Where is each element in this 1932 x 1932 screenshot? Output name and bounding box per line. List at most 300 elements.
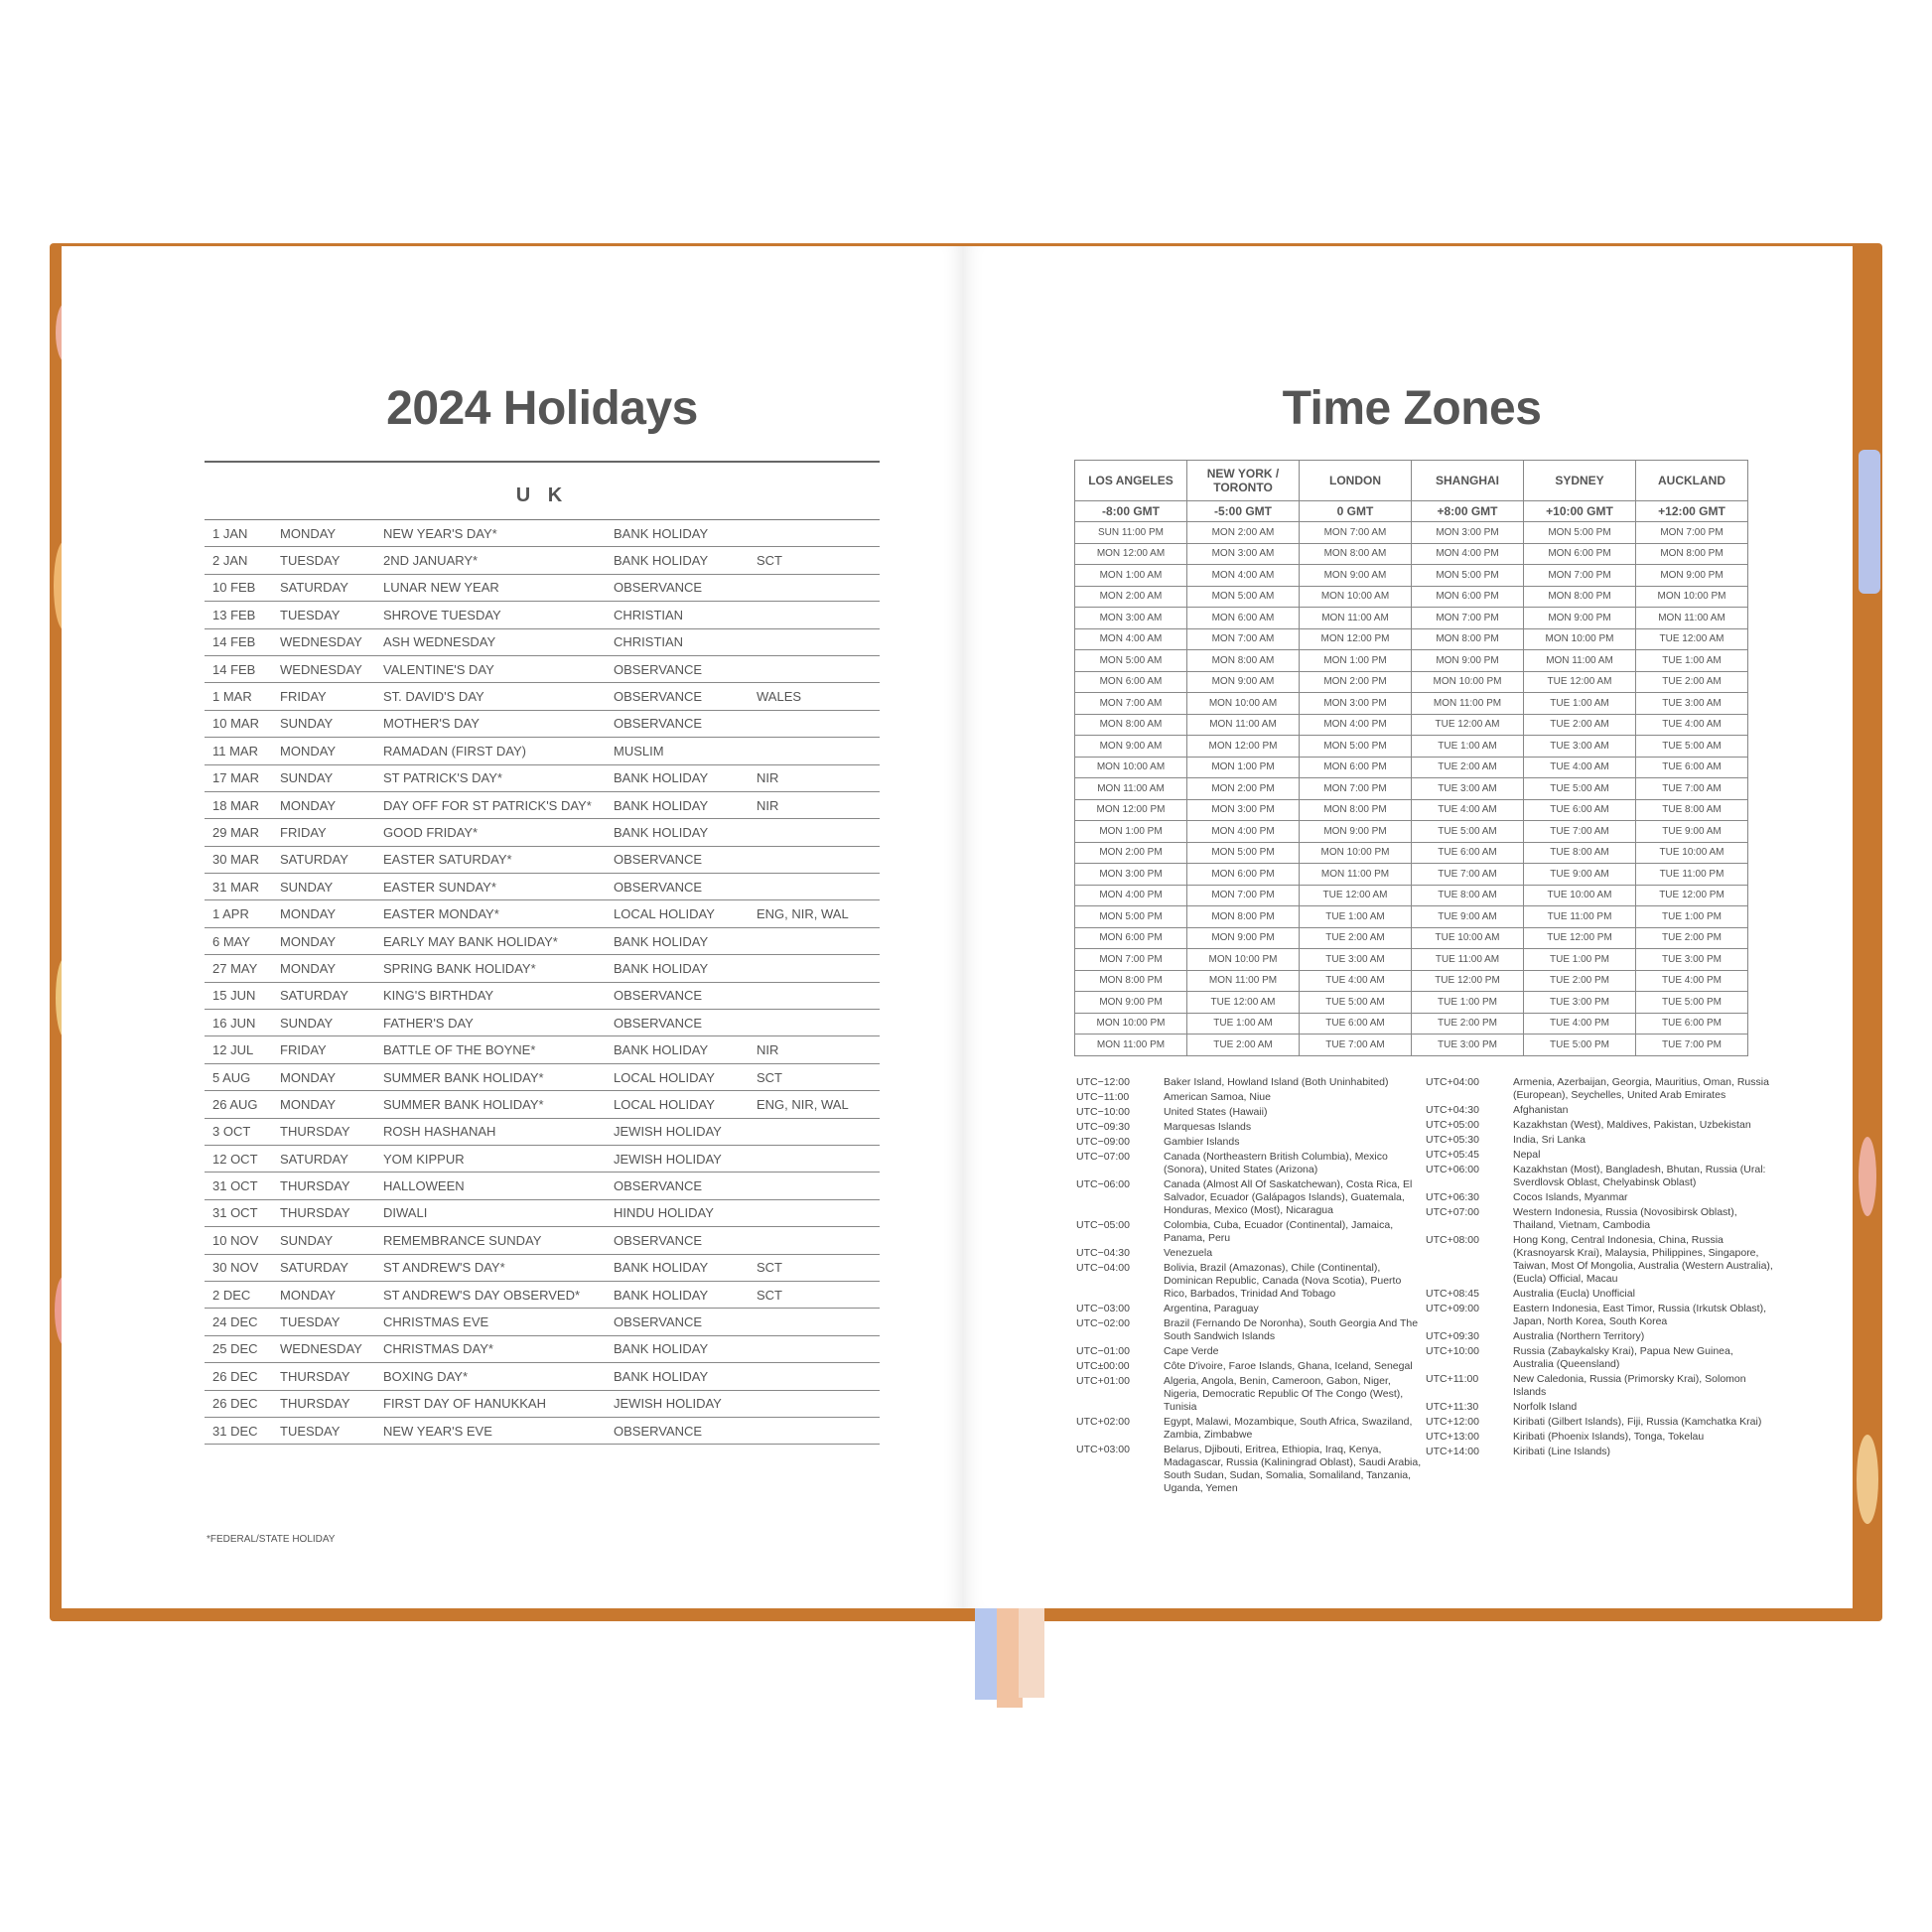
holiday-type: LOCAL HOLIDAY [614,1096,715,1112]
holiday-type: HINDU HOLIDAY [614,1205,714,1221]
holiday-weekday: SUNDAY [280,879,334,895]
holiday-date: 17 MAR [212,770,259,786]
holiday-type: JEWISH HOLIDAY [614,1396,722,1412]
holiday-type: MUSLIM [614,743,664,759]
time-cell: MON 9:00 AM [1300,565,1412,587]
floral-pattern [1857,1435,1878,1524]
time-cell: TUE 10:00 AM [1524,885,1636,906]
page-title: 2024 Holidays [386,382,698,435]
time-cell: MON 10:00 PM [1412,671,1524,693]
list-item [1426,1416,1773,1429]
gmt-offset: -8:00 GMT [1075,501,1187,522]
holiday-weekday: TUESDAY [280,1314,341,1330]
time-cell: TUE 12:00 AM [1412,714,1524,736]
time-cell: MON 3:00 PM [1412,522,1524,544]
list-item [1426,1446,1773,1458]
time-cell: TUE 12:00 PM [1524,927,1636,949]
holiday-weekday: SUNDAY [280,1232,334,1248]
time-cell: TUE 2:00 AM [1300,927,1412,949]
utc-offset: UTC+04:00 [1426,1076,1479,1088]
time-cell: MON 3:00 PM [1075,864,1187,886]
time-cell: TUE 1:00 AM [1636,650,1748,672]
holiday-date: 30 NOV [212,1260,259,1276]
utc-offset: UTC−04:30 [1076,1247,1130,1259]
utc-offset: UTC+08:00 [1426,1234,1479,1246]
holiday-type: OBSERVANCE [614,1015,703,1031]
table-row [205,1336,880,1363]
list-item [1076,1317,1424,1343]
holiday-type: BANK HOLIDAY [614,553,709,569]
holiday-date: 3 OCT [212,1124,251,1140]
list-item [1076,1091,1424,1104]
holiday-region: SCT [757,553,782,569]
utc-regions: Kazakhstan (West), Maldives, Pakistan, Uzbekistan [1513,1119,1751,1131]
time-cell: MON 5:00 PM [1412,565,1524,587]
holiday-name: RAMADAN (FIRST DAY) [383,743,526,759]
table-row [205,1391,880,1418]
time-cell: MON 1:00 AM [1075,565,1187,587]
utc-offset: UTC−06:00 [1076,1178,1130,1190]
holiday-date: 29 MAR [212,824,259,840]
holiday-weekday: THURSDAY [280,1124,350,1140]
time-cell: TUE 5:00 PM [1636,992,1748,1014]
time-cell: MON 2:00 PM [1187,778,1300,800]
table-row [1075,842,1748,864]
list-item [1426,1373,1773,1399]
time-cell: MON 9:00 PM [1412,650,1524,672]
utc-list-left [1076,1076,1424,1497]
holiday-name: HALLOWEEN [383,1178,465,1194]
time-cell: MON 9:00 PM [1636,565,1748,587]
holiday-type: LOCAL HOLIDAY [614,1069,715,1085]
time-cell: TUE 12:00 AM [1300,885,1412,906]
gmt-offset: +8:00 GMT [1412,501,1524,522]
time-cell: TUE 2:00 AM [1187,1035,1300,1056]
list-item [1426,1149,1773,1162]
holidays-table [205,461,880,1445]
time-cell: MON 8:00 PM [1524,586,1636,608]
time-cell: TUE 3:00 AM [1300,949,1412,971]
holiday-name: BATTLE OF THE BOYNE* [383,1042,536,1058]
holiday-weekday: WEDNESDAY [280,661,362,677]
time-cell: MON 10:00 AM [1075,757,1187,778]
time-cell: TUE 4:00 AM [1636,714,1748,736]
list-item [1076,1106,1424,1119]
table-row [205,765,880,792]
city-header: LOS ANGELES [1075,461,1187,501]
utc-offset: UTC−02:00 [1076,1317,1130,1329]
holiday-name: MOTHER'S DAY [383,716,480,732]
gmt-offset: +12:00 GMT [1636,501,1748,522]
holiday-type: BANK HOLIDAY [614,525,709,541]
table-row [1075,949,1748,971]
table-row [205,1010,880,1036]
time-cell: TUE 3:00 PM [1412,1035,1524,1056]
table-row [205,547,880,574]
utc-regions: Hong Kong, Central Indonesia, China, Russia (Krasnoyarsk Krai), Malaysia, Philippines, Singapore, Taiwan, Most Of Mongolia, Australia (Western Australia), (Eucla) Official, Macau [1513,1234,1773,1285]
city-header: NEW YORK / TORONTO [1187,461,1300,501]
time-cell: TUE 2:00 PM [1412,1013,1524,1035]
holiday-name: DIWALI [383,1205,428,1221]
time-cell: TUE 9:00 AM [1524,864,1636,886]
time-cell: TUE 1:00 AM [1524,693,1636,715]
holiday-type: OBSERVANCE [614,661,703,677]
time-cell: TUE 12:00 AM [1636,628,1748,650]
holiday-type: JEWISH HOLIDAY [614,1124,722,1140]
holiday-weekday: MONDAY [280,960,337,976]
holiday-date: 27 MAY [212,960,258,976]
time-cell: MON 6:00 PM [1187,864,1300,886]
utc-offset: UTC−01:00 [1076,1345,1130,1357]
holiday-weekday: MONDAY [280,1096,337,1112]
city-header: AUCKLAND [1636,461,1748,501]
time-cell: TUE 1:00 AM [1412,736,1524,758]
holiday-name: 2ND JANUARY* [383,553,479,569]
table-row [205,1064,880,1091]
time-cell: MON 4:00 PM [1300,714,1412,736]
holiday-date: 15 JUN [212,988,256,1004]
holiday-weekday: MONDAY [280,1069,337,1085]
time-cell: MON 4:00 PM [1075,885,1187,906]
time-cell: TUE 8:00 AM [1524,842,1636,864]
holiday-type: OBSERVANCE [614,852,703,868]
time-cell: MON 3:00 PM [1300,693,1412,715]
time-cell: MON 6:00 AM [1187,608,1300,629]
time-cell: TUE 5:00 PM [1524,1035,1636,1056]
utc-offset: UTC+13:00 [1426,1431,1479,1443]
gmt-offset: +10:00 GMT [1524,501,1636,522]
table-row [205,819,880,846]
holiday-date: 10 MAR [212,716,259,732]
holiday-type: BANK HOLIDAY [614,797,709,813]
time-cell: TUE 1:00 PM [1636,906,1748,928]
table-row [1075,757,1748,778]
time-cell: MON 5:00 PM [1300,736,1412,758]
holiday-region: SCT [757,1069,782,1085]
table-row [1075,1013,1748,1035]
time-cell: MON 4:00 PM [1187,821,1300,843]
table-row [205,711,880,738]
time-cell: MON 6:00 PM [1075,927,1187,949]
country-heading: U K [205,463,880,520]
time-cell: TUE 1:00 PM [1524,949,1636,971]
list-item [1426,1345,1773,1371]
utc-regions: American Samoa, Niue [1164,1091,1271,1103]
time-cell: MON 2:00 AM [1187,522,1300,544]
holiday-name: SUMMER BANK HOLIDAY* [383,1069,544,1085]
utc-offset: UTC−05:00 [1076,1219,1130,1231]
utc-regions: Venezuela [1164,1247,1213,1259]
utc-regions: Kazakhstan (Most), Bangladesh, Bhutan, Russia (Ural: Sverdlovsk Oblast, Chelyabinsk Oblast) [1513,1164,1766,1188]
page-title: Time Zones [1282,382,1542,435]
time-cell: MON 5:00 PM [1075,906,1187,928]
utc-regions: Russia (Zabaykalsky Krai), Papua New Guinea, Australia (Queensland) [1513,1345,1733,1370]
list-item [1076,1247,1424,1260]
holiday-name: EARLY MAY BANK HOLIDAY* [383,933,558,949]
table-row [205,792,880,819]
list-item [1076,1178,1424,1217]
list-item [1076,1219,1424,1245]
time-cell: MON 11:00 AM [1187,714,1300,736]
time-cell: MON 11:00 AM [1524,650,1636,672]
table-row [205,928,880,955]
holiday-weekday: SATURDAY [280,852,348,868]
table-row [205,874,880,900]
utc-offset: UTC−03:00 [1076,1303,1130,1314]
holiday-name: NEW YEAR'S EVE [383,1423,492,1439]
holiday-region: ENG, NIR, WAL [757,906,849,922]
table-row [1075,778,1748,800]
holiday-date: 1 JAN [212,525,248,541]
time-cell: TUE 7:00 AM [1412,864,1524,886]
list-item [1076,1151,1424,1176]
time-cell: TUE 7:00 AM [1300,1035,1412,1056]
list-item [1426,1076,1773,1102]
time-cell: MON 8:00 PM [1187,906,1300,928]
time-cell: TUE 3:00 PM [1524,992,1636,1014]
holiday-name: ST. DAVID'S DAY [383,689,484,705]
time-cell: MON 9:00 PM [1300,821,1412,843]
time-cell: TUE 6:00 AM [1300,1013,1412,1035]
holiday-weekday: MONDAY [280,1287,337,1303]
holiday-date: 26 DEC [212,1368,258,1384]
holiday-date: 12 OCT [212,1151,258,1167]
utc-regions: Bolivia, Brazil (Amazonas), Chile (Continental), Dominican Republic, Canada (Nova Scotia), Puerto Rico, Barbados, Trinidad And Tobago [1164,1262,1402,1300]
time-cell: MON 9:00 PM [1075,992,1187,1014]
utc-regions: Nepal [1513,1149,1541,1161]
holiday-date: 10 FEB [212,580,256,596]
time-cell: TUE 11:00 AM [1412,949,1524,971]
time-cell: TUE 6:00 AM [1412,842,1524,864]
time-cell: TUE 7:00 PM [1636,1035,1748,1056]
time-cell: TUE 8:00 AM [1636,799,1748,821]
time-cell: MON 4:00 AM [1075,628,1187,650]
utc-regions: Belarus, Djibouti, Eritrea, Ethiopia, Iraq, Kenya, Madagascar, Russia (Kaliningrad Oblast), Saudi Arabia, South Sudan, Sudan, Somalia, Somaliland, Tanzania, Uganda, Yemen [1164,1444,1422,1494]
table-row [205,1309,880,1335]
table-row [205,683,880,710]
holiday-type: OBSERVANCE [614,1232,703,1248]
table-row [1075,864,1748,886]
holiday-weekday: SUNDAY [280,1015,334,1031]
utc-offset: UTC+09:30 [1426,1330,1479,1342]
time-cell: TUE 3:00 AM [1636,693,1748,715]
time-cell: MON 10:00 PM [1524,628,1636,650]
utc-regions: Australia (Northern Territory) [1513,1330,1645,1342]
utc-regions: Brazil (Fernando De Noronha), South Georgia And The South Sandwich Islands [1164,1317,1419,1342]
table-row [1075,586,1748,608]
table-row [1075,714,1748,736]
utc-offset: UTC+08:45 [1426,1288,1479,1300]
elastic-pen-loop [1859,450,1880,594]
list-item [1426,1288,1773,1301]
time-cell: MON 7:00 AM [1075,693,1187,715]
time-cell: TUE 12:00 PM [1412,970,1524,992]
holiday-name: LUNAR NEW YEAR [383,580,499,596]
utc-regions: Canada (Almost All Of Saskatchewan), Costa Rica, El Salvador, Ecuador (Galápagos Islands), Guatemala, Honduras, Mexico (Most), Nicaragua [1164,1178,1413,1216]
holiday-name: ST PATRICK'S DAY* [383,770,502,786]
holiday-type: OBSERVANCE [614,716,703,732]
time-cell: TUE 4:00 AM [1524,757,1636,778]
holiday-weekday: SATURDAY [280,988,348,1004]
holiday-name: KING'S BIRTHDAY [383,988,494,1004]
utc-offset: UTC+04:30 [1426,1104,1479,1116]
holiday-weekday: WEDNESDAY [280,1341,362,1357]
holiday-name: EASTER SUNDAY* [383,879,496,895]
holiday-name: EASTER MONDAY* [383,906,499,922]
table-row [205,738,880,764]
list-item [1426,1164,1773,1189]
holiday-date: 26 AUG [212,1096,258,1112]
holiday-type: OBSERVANCE [614,1178,703,1194]
table-row [1075,1035,1748,1056]
holiday-type: OBSERVANCE [614,988,703,1004]
table-row [205,1200,880,1227]
holiday-name: SHROVE TUESDAY [383,607,501,622]
utc-offset: UTC−09:00 [1076,1136,1130,1148]
time-cell: MON 2:00 PM [1300,671,1412,693]
holiday-type: OBSERVANCE [614,1423,703,1439]
table-row [205,955,880,982]
time-cell: MON 3:00 AM [1075,608,1187,629]
time-cell: MON 3:00 PM [1187,799,1300,821]
holiday-type: BANK HOLIDAY [614,1260,709,1276]
time-cell: MON 11:00 PM [1412,693,1524,715]
utc-offset: UTC+06:30 [1426,1191,1479,1203]
time-cell: MON 9:00 PM [1187,927,1300,949]
holiday-type: CHRISTIAN [614,607,684,622]
utc-regions: Cape Verde [1164,1345,1219,1357]
holiday-date: 31 OCT [212,1178,258,1194]
holiday-date: 18 MAR [212,797,259,813]
time-cell: MON 7:00 PM [1412,608,1524,629]
utc-list-right [1426,1076,1773,1460]
holiday-weekday: TUESDAY [280,1423,341,1439]
utc-regions: Kiribati (Phoenix Islands), Tonga, Tokelau [1513,1431,1705,1443]
time-cell: TUE 8:00 AM [1412,885,1524,906]
list-item [1076,1416,1424,1442]
time-cell: TUE 3:00 PM [1636,949,1748,971]
time-cell: MON 10:00 AM [1300,586,1412,608]
table-row [1075,970,1748,992]
time-cell: MON 1:00 PM [1300,650,1412,672]
time-cell: MON 12:00 PM [1300,628,1412,650]
holiday-weekday: MONDAY [280,933,337,949]
time-cell: MON 11:00 AM [1075,778,1187,800]
time-cell: TUE 12:00 PM [1636,885,1748,906]
table-row [205,575,880,602]
time-cell: MON 6:00 AM [1075,671,1187,693]
time-cell: TUE 5:00 AM [1300,992,1412,1014]
list-item [1426,1104,1773,1117]
holiday-weekday: TUESDAY [280,607,341,622]
table-row [205,1255,880,1282]
table-row [1075,565,1748,587]
holiday-type: LOCAL HOLIDAY [614,906,715,922]
time-cell: TUE 3:00 AM [1412,778,1524,800]
time-cell: MON 7:00 AM [1300,522,1412,544]
table-row [1075,522,1748,544]
utc-offset: UTC±00:00 [1076,1360,1130,1372]
time-cell: TUE 2:00 PM [1636,927,1748,949]
utc-regions: Armenia, Azerbaijan, Georgia, Mauritius, Oman, Russia (European), Seychelles, United Arab Emirates [1513,1076,1769,1101]
utc-regions: Afghanistan [1513,1104,1569,1116]
time-cell: MON 2:00 AM [1075,586,1187,608]
utc-regions: Côte D'ivoire, Faroe Islands, Ghana, Iceland, Senegal [1164,1360,1413,1372]
table-row [205,602,880,628]
gmt-offset: 0 GMT [1300,501,1412,522]
table-row [1075,628,1748,650]
holiday-weekday: THURSDAY [280,1178,350,1194]
time-cell: MON 12:00 PM [1187,736,1300,758]
holiday-region: WALES [757,689,802,705]
utc-regions: Kiribati (Line Islands) [1513,1446,1611,1457]
table-row [205,1418,880,1445]
holiday-date: 24 DEC [212,1314,258,1330]
holiday-region: NIR [757,770,779,786]
footnote: *FEDERAL/STATE HOLIDAY [207,1534,336,1545]
time-cell: MON 3:00 AM [1187,543,1300,565]
time-cell: MON 8:00 PM [1636,543,1748,565]
time-cell: MON 5:00 PM [1187,842,1300,864]
time-cell: MON 10:00 PM [1187,949,1300,971]
holiday-date: 11 MAR [212,743,258,759]
time-cell: MON 10:00 PM [1636,586,1748,608]
time-cell: MON 4:00 AM [1187,565,1300,587]
holiday-weekday: SUNDAY [280,716,334,732]
holiday-date: 31 MAR [212,879,259,895]
list-item [1426,1134,1773,1147]
time-cell: TUE 3:00 AM [1524,736,1636,758]
holiday-name: GOOD FRIDAY* [383,824,479,840]
holiday-date: 6 MAY [212,933,251,949]
floral-pattern [1859,1137,1876,1216]
time-cell: MON 4:00 PM [1412,543,1524,565]
utc-offset: UTC+09:00 [1426,1303,1479,1314]
holiday-weekday: MONDAY [280,906,337,922]
time-cell: MON 2:00 PM [1075,842,1187,864]
time-cell: TUE 1:00 PM [1412,992,1524,1014]
holiday-name: ST ANDREW'S DAY OBSERVED* [383,1287,581,1303]
time-cell: TUE 6:00 AM [1636,757,1748,778]
city-header: LONDON [1300,461,1412,501]
holiday-date: 13 FEB [212,607,256,622]
time-cell: MON 12:00 AM [1075,543,1187,565]
time-cell: TUE 12:00 AM [1187,992,1300,1014]
holiday-name: BOXING DAY* [383,1368,469,1384]
holiday-weekday: FRIDAY [280,689,327,705]
utc-regions: Western Indonesia, Russia (Novosibirsk Oblast), Thailand, Vietnam, Cambodia [1513,1206,1737,1231]
holiday-date: 25 DEC [212,1341,258,1357]
holiday-date: 31 OCT [212,1205,258,1221]
time-cell: TUE 7:00 AM [1524,821,1636,843]
time-cell: MON 7:00 PM [1187,885,1300,906]
holiday-name: CHRISTMAS EVE [383,1314,489,1330]
time-cell: TUE 4:00 AM [1300,970,1412,992]
time-cell: MON 10:00 AM [1187,693,1300,715]
holiday-weekday: MONDAY [280,743,337,759]
table-row [205,900,880,927]
utc-regions: Gambier Islands [1164,1136,1240,1148]
table-row [205,983,880,1010]
holiday-name: REMEMBRANCE SUNDAY [383,1232,542,1248]
time-cell: MON 11:00 PM [1075,1035,1187,1056]
holiday-region: NIR [757,1042,779,1058]
holiday-type: BANK HOLIDAY [614,1368,709,1384]
table-row [1075,608,1748,629]
holiday-name: DAY OFF FOR ST PATRICK'S DAY* [383,797,592,813]
table-row [1075,693,1748,715]
gmt-offset: -5:00 GMT [1187,501,1300,522]
